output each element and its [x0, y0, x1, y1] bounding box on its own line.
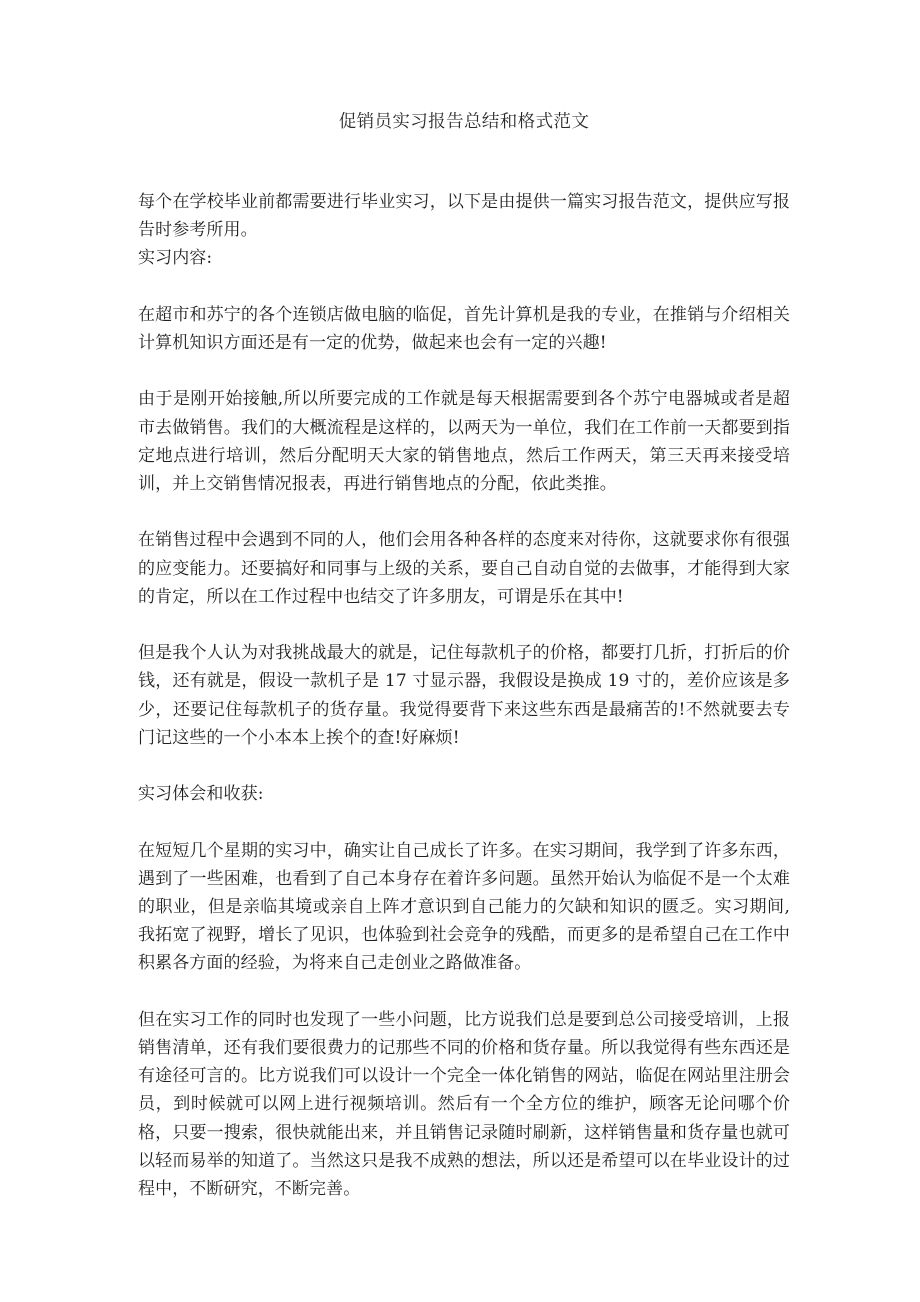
section-heading-internship-content: 实习内容:: [138, 248, 213, 269]
paragraph-reflection-2: 但在实习工作的同时也发现了一些小问题，比方说我们总是要到总公司接受培训，上报销售清单，还有我们要很费力的记那些不同的价格和货存量。所以我觉得有些东西还是有途径可言的。比方说我们可以设计一个完全一体化销售的网站，临促在网站里注册会员，到时候就可以网上进行视频培训。然后有一个全方位的维护，顾客无论问哪个价格，只要一搜索，很快就能出来，并且销售记录随时刷新，这样销售量和货存量也就可以轻而易举的知道了。当然这只是我不成熟的想法，所以还是希望可以在毕业设计的过程中，不断研究，不断完善。: [138, 1009, 790, 1199]
paragraph-content-1: 在超市和苏宁的各个连锁店做电脑的临促，首先计算机是我的专业，在推销与介绍相关计算机知识方面还是有一定的优势，做起来也会有一定的兴趣!: [138, 304, 790, 353]
page-title: 促销员实习报告总结和格式范文: [338, 112, 590, 132]
document-text-column: [138, 0, 790, 1203]
paragraph-content-4: 但是我个人认为对我挑战最大的就是，记住每款机子的价格，都要打几折，打折后的价钱，还有就是，假设一款机子是 17 寸显示器，我假设是换成 19 寸的，差价应该是多少，还要记住每款机子的货存量。我觉得要背下来这些东西是最痛苦的!不然就要去专门记这些的一个小本本上挨个的查!好麻烦!: [138, 643, 790, 748]
paragraph-content-2: 由于是刚开始接触,所以所要完成的工作就是每天根据需要到各个苏宁电器城或者是超市去做销售。我们的大概流程是这样的，以两天为一单位，我们在工作前一天都要到指定地点进行培训，然后分配明天大家的销售地点，然后工作两天，第三天再来接受培训，并上交销售情况报表，再进行销售地点的分配，依此类推。: [138, 389, 790, 494]
paragraph-reflection-1: 在短短几个星期的实习中，确实让自己成长了许多。在实习期间，我学到了许多东西，遇到了一些困难，也看到了自己本身存在着许多问题。虽然开始认为临促不是一个太难的职业，但是亲临其境或亲自上阵才意识到自己能力的欠缺和知识的匮乏。实习期间,我拓宽了视野，增长了见识，也体验到社会竞争的残酷，而更多的是希望自己在工作中积累各方面的经验，为将来自己走创业之路做准备。: [138, 840, 790, 974]
paragraph-intro: 每个在学校毕业前都需要进行毕业实习，以下是由提供一篇实习报告范文，提供应写报告时参考所用。: [138, 192, 790, 241]
section-heading-internship-reflection: 实习体会和收获:: [138, 784, 264, 805]
title-spacer: [138, 136, 790, 188]
paragraph-content-3: 在销售过程中会遇到不同的人，他们会用各种各样的态度来对待你，这就要求你有很强的应变能力。还要搞好和同事与上级的关系，要自己自动自觉的去做事，才能得到大家的肯定，所以在工作过程中也结交了许多朋友，可谓是乐在其中!: [138, 530, 790, 607]
